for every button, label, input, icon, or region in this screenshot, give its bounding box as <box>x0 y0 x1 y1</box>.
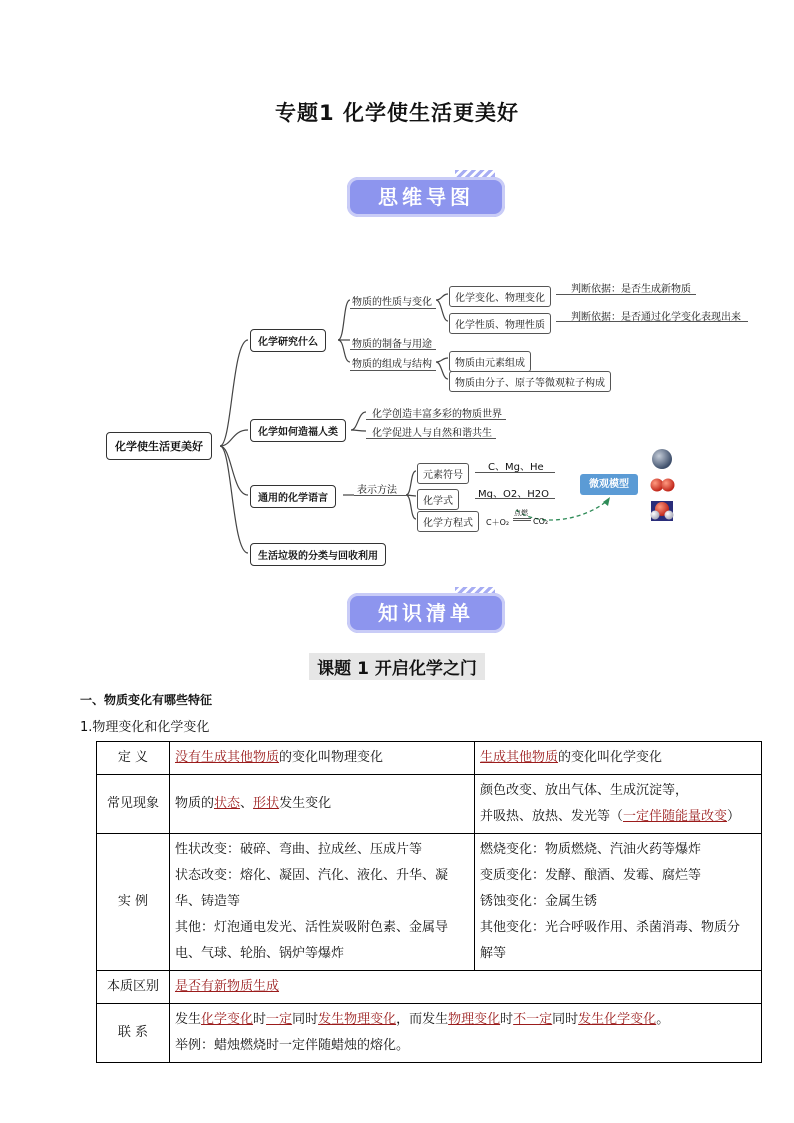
underline <box>350 370 436 371</box>
example-chemical-formulas: Mg、O2、H2O <box>478 489 549 500</box>
answer-underline: 生成其他物质 <box>480 750 559 765</box>
equation-left: C＋O₂ <box>486 518 510 527</box>
node-chemical-physical-property: 化学性质、物理性质 <box>449 313 551 334</box>
table-row <box>97 971 762 1004</box>
section-heading: 一、物质变化有哪些特征 <box>80 693 213 707</box>
micro-model-box: 微观模型 <box>580 474 638 495</box>
note-judge-new-substance: 判断依据：是否生成新物质 <box>571 284 691 295</box>
node-composition-structure: 物质的组成与结构 <box>352 359 432 370</box>
cell-line: 华、铸造等 <box>175 894 241 909</box>
cell-text: ，而发生 <box>396 1012 449 1027</box>
node-element-symbol: 元素符号 <box>417 463 469 484</box>
mindmap-root: 化学使生活更美好 <box>106 432 212 460</box>
cell-line: 状态改变：熔化、凝固、汽化、液化、升华、凝 <box>175 868 449 883</box>
node-representation-method: 表示方法 <box>357 485 397 496</box>
chemical-examples-cell <box>475 834 762 971</box>
underline <box>366 438 496 439</box>
cell-text: 的变化叫物理变化 <box>279 750 384 765</box>
underline <box>475 498 555 499</box>
branch-chemical-language: 通用的化学语言 <box>250 485 336 508</box>
underline <box>556 294 696 295</box>
cell-line: 解等 <box>480 946 507 961</box>
row-header: 定 义 <box>97 742 170 775</box>
cell-text: 并吸热、放热、发光等（ <box>480 809 624 824</box>
node-chemical-equation: 化学方程式 <box>417 511 479 532</box>
cell-text: 物质的 <box>175 796 215 811</box>
cell-text: 的变化叫化学变化 <box>558 750 663 765</box>
chemical-phenomena-cell <box>475 775 762 834</box>
physical-definition-cell <box>170 742 475 775</box>
node-chemical-formula: 化学式 <box>417 489 459 510</box>
section-subheading: 1.物理变化和化学变化 <box>80 720 210 735</box>
mind-map-banner: 思维导图 <box>347 177 505 217</box>
answer-underline: 不一定 <box>513 1012 553 1027</box>
branch-what-chemistry-studies: 化学研究什么 <box>250 329 326 352</box>
answer-underline: 形状 <box>253 796 280 811</box>
row-header: 常见现象 <box>97 775 170 834</box>
cell-text: 同时 <box>552 1012 579 1027</box>
physical-chemical-change-table <box>96 741 762 1063</box>
table-row <box>97 742 762 775</box>
row-header: 联 系 <box>97 1004 170 1063</box>
knowledge-list-banner: 知识清单 <box>347 593 505 633</box>
cell-line: 其他变化：光合呼吸作用、杀菌消毒、物质分 <box>480 920 741 935</box>
page-title: 专题1 化学使生活更美好 <box>275 101 519 125</box>
cell-text: ） <box>727 809 741 824</box>
answer-underline: 没有生成其他物质 <box>175 750 280 765</box>
row-header: 本质区别 <box>97 971 170 1004</box>
equation-right: CO₂ <box>533 517 549 526</box>
branch-garbage-recycling: 生活垃圾的分类与回收利用 <box>250 543 386 566</box>
cell-line: 燃烧变化：物质燃烧、汽油火药等爆炸 <box>480 842 702 857</box>
answer-underline: 发生物理变化 <box>318 1012 397 1027</box>
node-properties-and-changes: 物质的性质与变化 <box>352 297 432 308</box>
cell-line <box>175 1007 756 1033</box>
cell-line: 举例：蜡烛燃烧时一定伴随蜡烛的熔化。 <box>175 1038 410 1053</box>
answer-underline: 一定 <box>266 1012 293 1027</box>
chemical-definition-cell <box>475 742 762 775</box>
answer-underline: 化学变化 <box>201 1012 254 1027</box>
essential-difference-cell <box>170 971 762 1004</box>
cell-text: 发生变化 <box>279 796 332 811</box>
equation-bar <box>513 518 531 519</box>
answer-underline: 物理变化 <box>448 1012 501 1027</box>
cell-text: 、 <box>240 796 254 811</box>
cell-line: 其他：灯泡通电发光、活性炭吸附色素、金属导 <box>175 920 449 935</box>
node-made-of-particles: 物质由分子、原子等微观粒子构成 <box>449 371 611 392</box>
cell-text: 。 <box>656 1012 670 1027</box>
example-element-symbols: C、Mg、He <box>488 462 544 473</box>
underline <box>354 495 406 496</box>
note-judge-change-shown: 判断依据：是否通过化学变化表现出来 <box>571 312 741 323</box>
node-preparation-and-use: 物质的制备与用途 <box>352 339 432 350</box>
cell-line: 电、气球、轮胎、锅炉等爆炸 <box>175 946 345 961</box>
equation-condition: 点燃 <box>514 509 528 517</box>
cell-text: 时 <box>500 1012 514 1027</box>
cell-text: 时 <box>253 1012 267 1027</box>
physical-phenomena-cell <box>170 775 475 834</box>
molecule-model-icon <box>648 448 678 526</box>
cell-line: 性状改变：破碎、弯曲、拉成丝、压成片等 <box>175 842 423 857</box>
cell-line: 颜色改变、放出气体、生成沉淀等， <box>480 783 689 798</box>
cell-line <box>480 804 756 830</box>
answer-underline: 发生化学变化 <box>578 1012 657 1027</box>
node-chemical-physical-change: 化学变化、物理变化 <box>449 286 551 307</box>
answer-underline: 是否有新物质生成 <box>175 979 280 994</box>
answer-underline: 状态 <box>214 796 241 811</box>
relation-cell <box>170 1004 762 1063</box>
underline <box>475 472 555 473</box>
physical-examples-cell <box>170 834 475 971</box>
node-material-world: 化学创造丰富多彩的物质世界 <box>372 409 502 420</box>
underline <box>556 321 748 322</box>
answer-underline: 一定伴随能量改变 <box>623 809 728 824</box>
lesson-title: 课题 1 开启化学之门 <box>309 653 485 680</box>
node-harmony-nature: 化学促进人与自然和谐共生 <box>372 428 492 439</box>
cell-line: 锈蚀变化：金属生锈 <box>480 894 598 909</box>
node-made-of-elements: 物质由元素组成 <box>449 351 531 372</box>
cell-line: 变质变化：发酵、酿酒、发霉、腐烂等 <box>480 868 702 883</box>
table-row <box>97 834 762 971</box>
cell-text: 发生 <box>175 1012 202 1027</box>
underline <box>350 349 436 350</box>
underline <box>366 419 506 420</box>
table-row <box>97 775 762 834</box>
equation-bar <box>513 520 531 521</box>
table-row <box>97 1004 762 1063</box>
branch-benefit-humanity: 化学如何造福人类 <box>250 419 346 442</box>
row-header: 实 例 <box>97 834 170 971</box>
underline <box>350 308 436 309</box>
cell-text: 同时 <box>292 1012 319 1027</box>
lesson-title-wrap <box>0 653 794 680</box>
